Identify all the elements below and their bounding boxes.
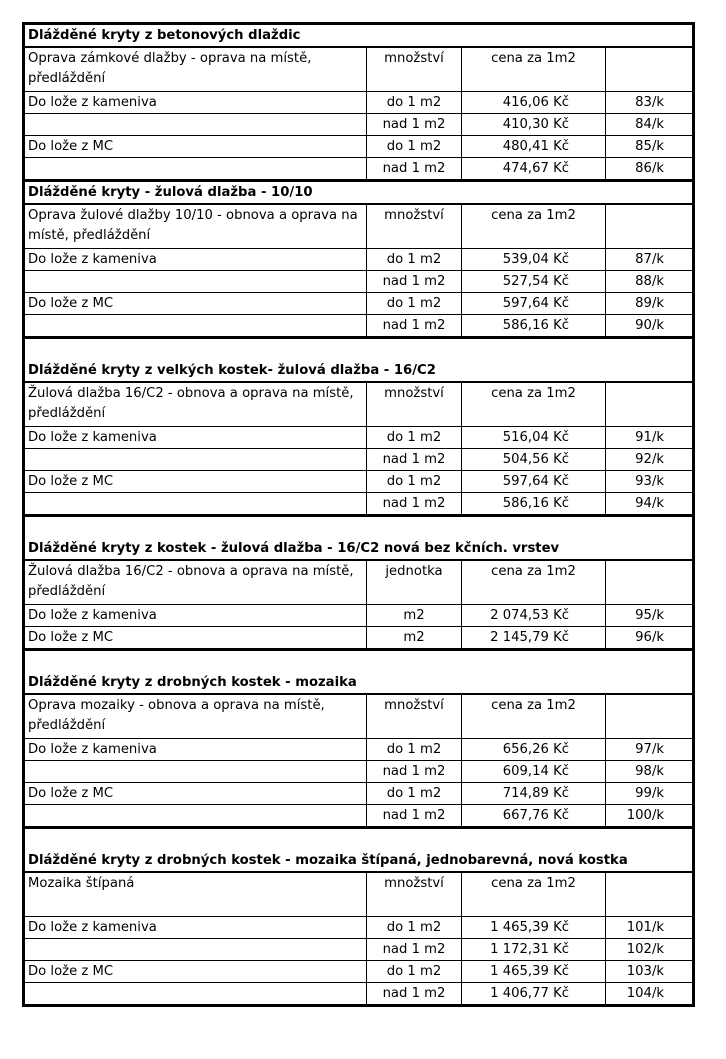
quantity-cell: do 1 m2 [367, 293, 462, 315]
bedding-label: Do lože z MC [24, 627, 367, 650]
quantity-cell: m2 [367, 605, 462, 627]
table-row [24, 271, 694, 293]
price-cell: 2 145,79 Kč [462, 627, 606, 650]
section-title: Dlážděné kryty z kostek - žulová dlažba - 16/C2 nová bez kčních. vrstev [24, 516, 694, 561]
price-table-body [24, 24, 694, 1006]
table-row [24, 739, 694, 761]
section-header-row [24, 204, 694, 249]
quantity-cell: nad 1 m2 [367, 315, 462, 338]
section-header-row [24, 382, 694, 427]
item-code-cell: 94/k [606, 493, 694, 516]
bedding-label: Do lože z MC [24, 961, 367, 983]
section-title: Dlážděné kryty - žulová dlažba - 10/10 [24, 181, 694, 205]
price-header: cena za 1m2 [462, 47, 606, 92]
table-row [24, 315, 694, 338]
price-list-page [22, 22, 692, 1007]
section-title: Dlážděné kryty z velkých kostek- žulová dlažba - 16/C2 [24, 338, 694, 383]
quantity-cell: m2 [367, 627, 462, 650]
item-code-cell: 100/k [606, 805, 694, 828]
item-code-cell: 83/k [606, 92, 694, 114]
price-cell: 609,14 Kč [462, 761, 606, 783]
item-code-cell: 87/k [606, 249, 694, 271]
item-code-cell: 89/k [606, 293, 694, 315]
table-row [24, 605, 694, 627]
section-title-row [24, 516, 694, 561]
section-header-row [24, 560, 694, 605]
table-row [24, 983, 694, 1006]
section-title-row [24, 828, 694, 873]
item-code-cell: 92/k [606, 449, 694, 471]
code-header [606, 560, 694, 605]
price-cell: 2 074,53 Kč [462, 605, 606, 627]
bedding-label [24, 114, 367, 136]
price-cell: 1 172,31 Kč [462, 939, 606, 961]
quantity-cell: nad 1 m2 [367, 939, 462, 961]
quantity-cell: nad 1 m2 [367, 805, 462, 828]
bedding-label [24, 315, 367, 338]
section-title-row [24, 338, 694, 383]
bedding-label: Do lože z MC [24, 136, 367, 158]
table-row [24, 114, 694, 136]
section-description: Mozaika štípaná [24, 872, 367, 917]
bedding-label [24, 805, 367, 828]
price-cell: 714,89 Kč [462, 783, 606, 805]
price-cell: 516,04 Kč [462, 427, 606, 449]
item-code-cell: 88/k [606, 271, 694, 293]
quantity-cell: do 1 m2 [367, 136, 462, 158]
table-row [24, 939, 694, 961]
quantity-cell: nad 1 m2 [367, 158, 462, 181]
section-description: Žulová dlažba 16/C2 - obnova a oprava na místě, předláždění [24, 382, 367, 427]
bedding-label [24, 939, 367, 961]
bedding-label: Do lože z kameniva [24, 605, 367, 627]
section-header-row [24, 694, 694, 739]
price-header: cena za 1m2 [462, 204, 606, 249]
item-code-cell: 102/k [606, 939, 694, 961]
bedding-label: Do lože z kameniva [24, 739, 367, 761]
price-cell: 1 406,77 Kč [462, 983, 606, 1006]
table-row [24, 783, 694, 805]
table-row [24, 427, 694, 449]
quantity-cell: nad 1 m2 [367, 271, 462, 293]
section-title: Dlážděné kryty z drobných kostek - mozaika [24, 650, 694, 695]
bedding-label [24, 983, 367, 1006]
item-code-cell: 99/k [606, 783, 694, 805]
quantity-cell: do 1 m2 [367, 471, 462, 493]
code-header [606, 872, 694, 917]
table-row [24, 158, 694, 181]
quantity-cell: nad 1 m2 [367, 761, 462, 783]
price-cell: 586,16 Kč [462, 315, 606, 338]
bedding-label: Do lože z kameniva [24, 249, 367, 271]
price-cell: 480,41 Kč [462, 136, 606, 158]
item-code-cell: 84/k [606, 114, 694, 136]
price-cell: 1 465,39 Kč [462, 961, 606, 983]
price-table [22, 22, 695, 1007]
price-cell: 597,64 Kč [462, 293, 606, 315]
item-code-cell: 101/k [606, 917, 694, 939]
section-header-row [24, 47, 694, 92]
table-row [24, 136, 694, 158]
price-header: cena za 1m2 [462, 382, 606, 427]
item-code-cell: 98/k [606, 761, 694, 783]
price-header: cena za 1m2 [462, 694, 606, 739]
item-code-cell: 90/k [606, 315, 694, 338]
code-header [606, 204, 694, 249]
quantity-header: množství [367, 47, 462, 92]
bedding-label [24, 449, 367, 471]
item-code-cell: 103/k [606, 961, 694, 983]
section-title-row [24, 24, 694, 48]
section-title-row [24, 181, 694, 205]
table-row [24, 805, 694, 828]
price-header: cena za 1m2 [462, 560, 606, 605]
price-cell: 527,54 Kč [462, 271, 606, 293]
price-cell: 656,26 Kč [462, 739, 606, 761]
bedding-label: Do lože z MC [24, 293, 367, 315]
bedding-label: Do lože z MC [24, 783, 367, 805]
section-description: Oprava zámkové dlažby - oprava na místě, předláždění [24, 47, 367, 92]
price-cell: 586,16 Kč [462, 493, 606, 516]
quantity-header: množství [367, 694, 462, 739]
bedding-label [24, 158, 367, 181]
section-title: Dlážděné kryty z drobných kostek - mozaika štípaná, jednobarevná, nová kostka [24, 828, 694, 873]
quantity-cell: do 1 m2 [367, 783, 462, 805]
quantity-cell: nad 1 m2 [367, 493, 462, 516]
code-header [606, 47, 694, 92]
table-row [24, 917, 694, 939]
item-code-cell: 91/k [606, 427, 694, 449]
table-row [24, 627, 694, 650]
code-header [606, 382, 694, 427]
item-code-cell: 95/k [606, 605, 694, 627]
item-code-cell: 93/k [606, 471, 694, 493]
quantity-cell: do 1 m2 [367, 961, 462, 983]
bedding-label: Do lože z MC [24, 471, 367, 493]
section-description: Oprava mozaiky - obnova a oprava na místě, předláždění [24, 694, 367, 739]
bedding-label [24, 761, 367, 783]
table-row [24, 92, 694, 114]
table-row [24, 449, 694, 471]
code-header [606, 694, 694, 739]
price-cell: 597,64 Kč [462, 471, 606, 493]
quantity-header: množství [367, 204, 462, 249]
bedding-label [24, 493, 367, 516]
item-code-cell: 85/k [606, 136, 694, 158]
price-cell: 1 465,39 Kč [462, 917, 606, 939]
item-code-cell: 97/k [606, 739, 694, 761]
quantity-header: jednotka [367, 560, 462, 605]
price-cell: 667,76 Kč [462, 805, 606, 828]
item-code-cell: 96/k [606, 627, 694, 650]
quantity-cell: do 1 m2 [367, 249, 462, 271]
bedding-label: Do lože z kameniva [24, 917, 367, 939]
quantity-cell: do 1 m2 [367, 427, 462, 449]
table-row [24, 493, 694, 516]
bedding-label [24, 271, 367, 293]
price-cell: 504,56 Kč [462, 449, 606, 471]
table-row [24, 293, 694, 315]
bedding-label: Do lože z kameniva [24, 427, 367, 449]
section-description: Oprava žulové dlažby 10/10 - obnova a oprava na místě, předláždění [24, 204, 367, 249]
price-header: cena za 1m2 [462, 872, 606, 917]
price-cell: 539,04 Kč [462, 249, 606, 271]
quantity-cell: nad 1 m2 [367, 983, 462, 1006]
section-title-row [24, 650, 694, 695]
quantity-cell: do 1 m2 [367, 92, 462, 114]
section-description: Žulová dlažba 16/C2 - obnova a oprava na místě, předláždění [24, 560, 367, 605]
price-cell: 416,06 Kč [462, 92, 606, 114]
quantity-cell: do 1 m2 [367, 917, 462, 939]
quantity-cell: do 1 m2 [367, 739, 462, 761]
table-row [24, 761, 694, 783]
item-code-cell: 86/k [606, 158, 694, 181]
quantity-cell: nad 1 m2 [367, 114, 462, 136]
price-cell: 474,67 Kč [462, 158, 606, 181]
section-title: Dlážděné kryty z betonových dlaždic [24, 24, 694, 48]
bedding-label: Do lože z kameniva [24, 92, 367, 114]
table-row [24, 961, 694, 983]
table-row [24, 249, 694, 271]
quantity-header: množství [367, 382, 462, 427]
price-cell: 410,30 Kč [462, 114, 606, 136]
table-row [24, 471, 694, 493]
quantity-header: množství [367, 872, 462, 917]
section-header-row [24, 872, 694, 917]
item-code-cell: 104/k [606, 983, 694, 1006]
quantity-cell: nad 1 m2 [367, 449, 462, 471]
